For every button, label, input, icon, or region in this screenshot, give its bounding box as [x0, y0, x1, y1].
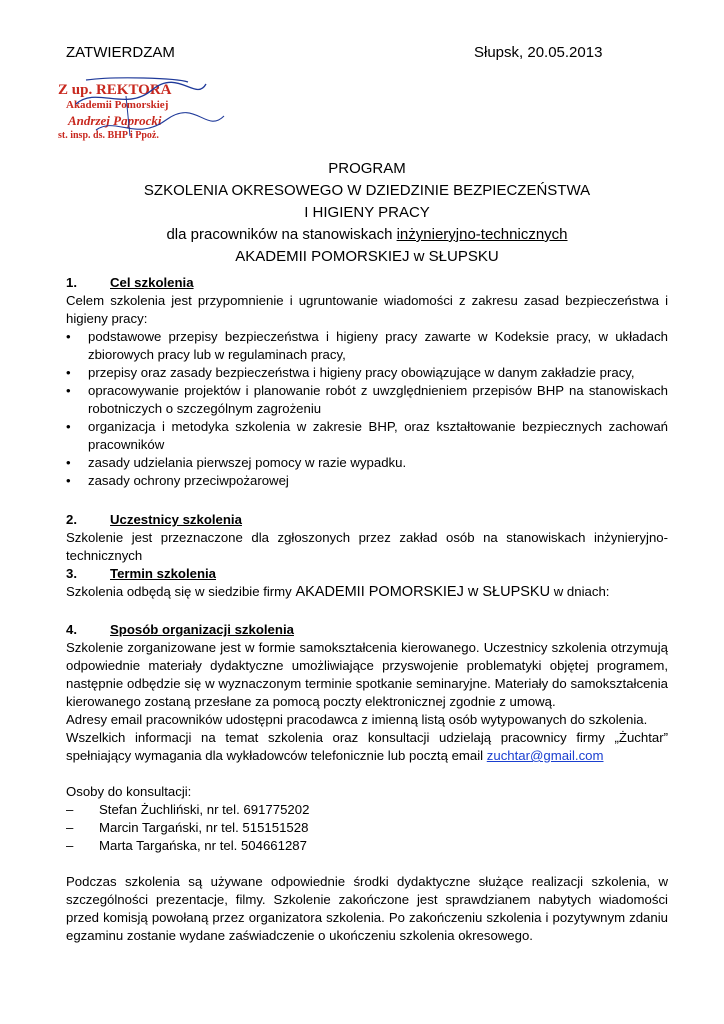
document-title — [66, 158, 668, 268]
bullet-item: • organizacja i metodyka szkolenia w zakresie BHP, oraz kształtowanie bezpiecznych zachowań pracowników — [66, 419, 668, 452]
title-line-4: dla pracowników na stanowiskach inżynieryjno-technicznych — [166, 226, 568, 243]
svg-text:Akademii Pomorskiej: Akademii Pomorskiej — [66, 99, 169, 111]
section-4 — [66, 621, 668, 945]
section-4-emails: Adresy email pracowników udostępni pracodawca z imienną listą osób wytypowanych do szkolenia. — [66, 712, 648, 727]
section-4-paragraph: Szkolenie zorganizowane jest w formie samokształcenia kierowanego. Uczestnicy szkolenia otrzymują odpowiednie materiały dydaktyczne umożliwiające przyswojenie problematyki objętej programem, następnie odbędzie się w wyznaczonym terminie spotkanie seminaryjne. Materiały do samokształcenia kierowanego zostaną przesłane za pomocą poczty elektronicznej zgodnie z umową. — [66, 640, 668, 709]
section-4-info: Wszelkich informacji na temat szkolenia oraz konsultacji udzielają pracownicy firmy „Żuchtar” spełniający wymagania dla wykładowców telefonicznie lub pocztą email zuchtar@gmail.com — [66, 730, 668, 763]
bullet-item: • przepisy oraz zasady bezpieczeństwa i higieny pracy obowiązujące w danym zakładzie pracy, — [66, 365, 635, 380]
approval-label: ZATWIERDZAM — [66, 44, 175, 61]
title-line-2: SZKOLENIA OKRESOWEGO W DZIEDZINIE BEZPIECZEŃSTWA — [143, 182, 591, 199]
section-2-heading: 2. Uczestnicy szkolenia — [66, 512, 242, 527]
bullet-item: • opracowywanie projektów i planowanie robót z uwzględnieniem przepisów BHP na stanowiskach robotniczych o szczególnym zagrożeniu — [66, 383, 668, 416]
contact-item: – Stefan Żuchliński, nr tel. 691775202 — [66, 802, 310, 817]
bullet-item: • zasady ochrony przeciwpożarowej — [66, 473, 289, 488]
section-2-text: Szkolenie jest przeznaczone dla zgłoszonych przez zakład osób na stanowiskach inżynieryjno-technicznych — [66, 530, 668, 563]
svg-text:st. insp. ds. BHP i Ppoż.: st. insp. ds. BHP i Ppoż. — [58, 130, 159, 141]
place-date: Słupsk, 20.05.2013 — [474, 44, 603, 61]
bullet-item: • podstawowe przepisy bezpieczeństwa i higieny pracy zawarte w Kodeksie pracy, w układach zbiorowych pracy lub w regulaminach pracy, — [66, 329, 668, 362]
title-line-5: AKADEMII POMORSKIEJ w SŁUPSKU — [235, 248, 499, 265]
contacts-label: Osoby do konsultacji: — [66, 784, 192, 799]
title-line-3: I HIGIENY PRACY — [304, 204, 430, 221]
section-4-heading: 4. Sposób organizacji szkolenia — [66, 622, 294, 637]
section-3-text: Szkolenia odbędą się w siedzibie firmy AKADEMII POMORSKIEJ w SŁUPSKU w dniach: — [66, 584, 610, 600]
section-3 — [66, 565, 668, 601]
section-1-heading: 1. Cel szkolenia — [66, 275, 194, 290]
email-link[interactable]: zuchtar@gmail.com — [486, 748, 604, 763]
section-1 — [66, 274, 668, 490]
title-underlined-word: inżynieryjno-technicznych — [396, 226, 568, 243]
section-2 — [66, 511, 668, 565]
svg-text:Z up. REKTORA: Z up. REKTORA — [58, 82, 172, 98]
section-1-intro: Celem szkolenia jest przypomnienie i ugruntowanie wiadomości z zakresu zasad bezpieczeństwa i higieny pracy: — [66, 293, 668, 326]
title-line-1: PROGRAM — [328, 160, 406, 177]
contact-item: – Marta Targańska, nr tel. 504661287 — [66, 838, 307, 853]
svg-text:Andrzej Paprocki: Andrzej Paprocki — [68, 113, 162, 128]
contact-item: – Marcin Targański, nr tel. 515151528 — [66, 820, 309, 835]
bullet-item: • zasady udzielania pierwszej pomocy w razie wypadku. — [66, 455, 407, 470]
rector-stamp — [56, 76, 236, 144]
closing-paragraph: Podczas szkolenia są używane odpowiednie środki dydaktyczne służące realizacji szkolenia, w szczególności prezentacje, filmy. Szkolenie zakończone jest sprawdzianem nabytych wiadomości przed komisją powołaną przez organizatora szkolenia. Po zakończeniu szkolenia i pozytywnym zdaniu egzaminu zostanie wydane zaświadczenie o ukończeniu szkolenia okresowego. — [66, 874, 668, 943]
section-3-heading: 3. Termin szkolenia — [66, 566, 217, 581]
